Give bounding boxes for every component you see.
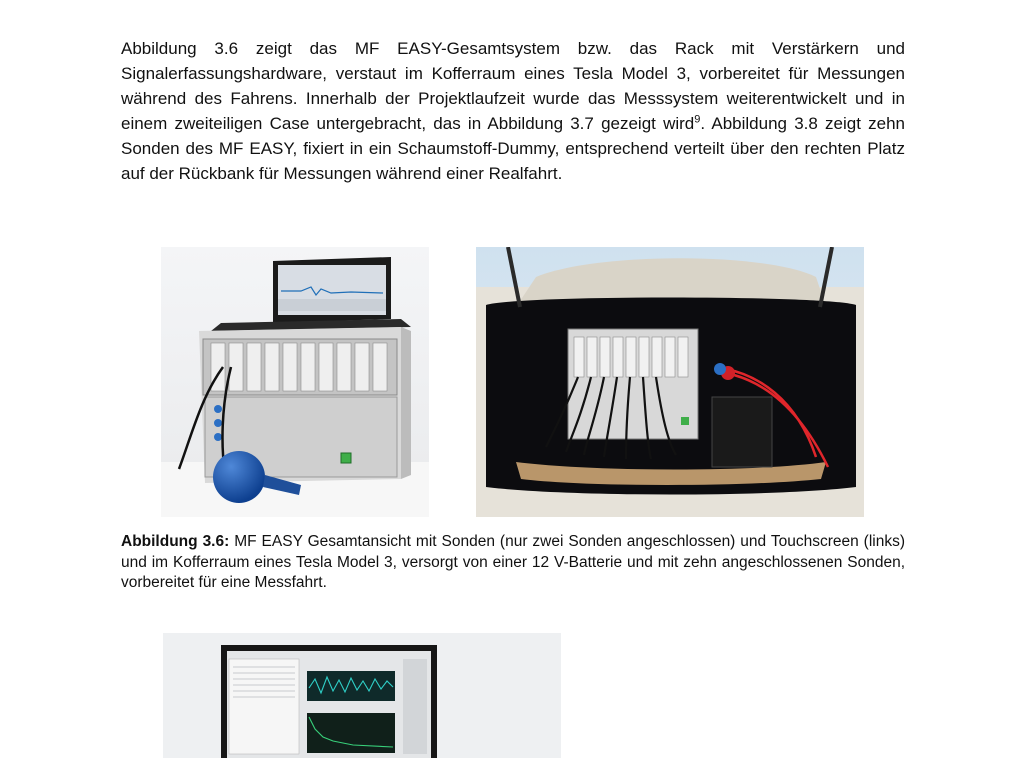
caption-label: Abbildung 3.6:	[121, 533, 230, 550]
figure-monitor-photo	[163, 633, 561, 758]
figure-caption	[121, 532, 905, 594]
figure-trunk-photo	[476, 247, 864, 517]
body-paragraph	[121, 36, 905, 186]
figure-rack-photo	[161, 247, 429, 517]
caption-text: MF EASY Gesamtansicht mit Sonden (nur zwei Sonden angeschlossen) und Touchscreen (links) und im Kofferraum eines Tesla Model 3, versorgt von einer 12 V-Batterie und mit zehn angeschlossenen Sonden, vorbereitet für eine Messfahrt.	[121, 533, 905, 591]
body-text-part1: Abbildung 3.6 zeigt das MF EASY-Gesamtsystem bzw. das Rack mit Verstärkern und Signalerfassungshardware, verstaut im Kofferraum eines Tesla Model 3, vorbereitet für Messungen während des Fahrens. Innerhalb der Projektlaufzeit wurde das Messsystem weiterentwickelt und in einem zweiteiligen Case untergebracht, das in Abbildung 3.7 gezeigt wird	[121, 39, 905, 133]
rack-photo-illustration	[161, 247, 429, 517]
footnote-marker[interactable]: 9	[694, 113, 701, 126]
trunk-photo-illustration	[476, 247, 864, 517]
body-text-part2: . Abbildung 3.8 zeigt zehn Sonden des MF EASY, fixiert in ein Schaumstoff-Dummy, entsprechend verteilt über den rechten Platz auf der Rückbank für Messungen während einer Realfahrt.	[121, 114, 906, 183]
monitor-photo-illustration	[163, 633, 561, 758]
